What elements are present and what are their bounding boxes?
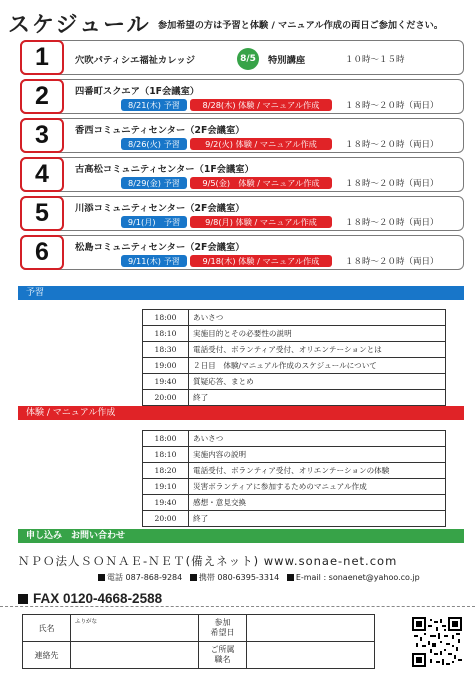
table-row xyxy=(143,326,446,342)
prep-date-badge: 8/26(火) 予習 xyxy=(121,138,187,150)
agenda-time: 19:40 xyxy=(143,374,189,390)
cut-line-divider xyxy=(0,606,475,607)
name-field[interactable] xyxy=(71,615,199,642)
exp-section-header: 体験 / マニュアル作成 xyxy=(18,406,464,420)
venue-name: 松島コミュニティセンター（2F会議室） xyxy=(75,242,245,253)
prep-agenda-table xyxy=(142,309,446,406)
qr-code-icon xyxy=(412,617,462,667)
contact-line xyxy=(98,572,420,583)
date-badge: 8/5 xyxy=(237,48,259,70)
page-title: スケジュール xyxy=(8,13,151,38)
table-row xyxy=(143,431,446,447)
table-row xyxy=(143,374,446,390)
bullet-square-icon xyxy=(18,594,28,604)
wish-date-field[interactable] xyxy=(247,615,375,642)
exp-agenda-table xyxy=(142,430,446,527)
table-row xyxy=(143,358,446,374)
agenda-time: 19:00 xyxy=(143,358,189,374)
agenda-time: 18:10 xyxy=(143,326,189,342)
schedule-number: 2 xyxy=(20,79,64,114)
wish-date-label: 参加 希望日 xyxy=(199,615,247,642)
agenda-time: 18:10 xyxy=(143,447,189,463)
bullet-square-icon xyxy=(287,574,294,581)
agenda-time: 18:00 xyxy=(143,431,189,447)
affiliation-field[interactable] xyxy=(247,642,375,669)
agenda-desc: あいさつ xyxy=(189,431,446,447)
schedule-number: 4 xyxy=(20,157,64,192)
affiliation-label: ご所属 職名 xyxy=(199,642,247,669)
apply-section-header: 申し込み お問い合わせ xyxy=(18,529,464,543)
contact-field[interactable] xyxy=(71,642,199,669)
time-range: １８時〜２０時（両日） xyxy=(345,140,439,150)
venue-name: 川添コミュニティセンター（2F会議室） xyxy=(75,203,245,214)
schedule-number: 3 xyxy=(20,118,64,153)
venue-name: 古高松コミュニティセンター（1F会議室） xyxy=(75,164,254,175)
phone-number: 電話 087-868-9284 xyxy=(107,573,183,582)
application-form xyxy=(22,614,375,669)
agenda-desc: 電話受付、ボランティア受付、オリエンテーションの体験 xyxy=(189,463,446,479)
fax-number: FAX 0120-4668-2588 xyxy=(33,591,163,606)
table-row xyxy=(143,511,446,527)
time-range: １８時〜２０時（両日） xyxy=(345,218,439,228)
prep-date-badge: 9/11(木) 予習 xyxy=(121,255,187,267)
schedule-row-6 xyxy=(20,235,464,270)
agenda-desc: 電話受付、ボランティア受付、オリエンテーションとは xyxy=(189,342,446,358)
agenda-time: 18:20 xyxy=(143,463,189,479)
table-row xyxy=(143,463,446,479)
exp-date-badge: 8/28(木) 体験 / マニュアル作成 xyxy=(190,99,332,111)
special-lecture-label: 特別講座 xyxy=(268,55,306,66)
table-row xyxy=(143,310,446,326)
table-row xyxy=(143,495,446,511)
email-address: E-mail : sonaenet@yahoo.co.jp xyxy=(295,573,420,582)
agenda-desc: 終了 xyxy=(189,511,446,527)
table-row xyxy=(143,479,446,495)
time-range: １８時〜２０時（両日） xyxy=(345,101,439,111)
schedule-number: 5 xyxy=(20,196,64,231)
schedule-row-3 xyxy=(20,118,464,153)
agenda-desc: あいさつ xyxy=(189,310,446,326)
agenda-desc: 質疑応答、まとめ xyxy=(189,374,446,390)
furigana-label: ふりがな xyxy=(75,619,98,625)
schedule-row-4 xyxy=(20,157,464,192)
table-row xyxy=(143,342,446,358)
time-range: １８時〜２０時（両日） xyxy=(345,179,439,189)
exp-date-badge: 9/5(金) 体験 / マニュアル作成 xyxy=(190,177,332,189)
agenda-time: 18:00 xyxy=(143,310,189,326)
agenda-desc: 終了 xyxy=(189,390,446,406)
agenda-desc: ２日目 体験/マニュアル作成のスケジュールについて xyxy=(189,358,446,374)
prep-date-badge: 8/21(木) 予習 xyxy=(121,99,187,111)
agenda-time: 20:00 xyxy=(143,390,189,406)
agenda-desc: 実施内容の説明 xyxy=(189,447,446,463)
prep-date-badge: 8/29(金) 予習 xyxy=(121,177,187,189)
organization-name: ＮＰＯ法人ＳＯＮＡＥ-ＮＥＴ(備えネット) www.sonae-net.com xyxy=(18,554,398,568)
exp-date-badge: 9/8(月) 体験 / マニュアル作成 xyxy=(190,216,332,228)
bullet-square-icon xyxy=(98,574,105,581)
table-row xyxy=(143,390,446,406)
contact-label: 連絡先 xyxy=(23,642,71,669)
agenda-time: 19:40 xyxy=(143,495,189,511)
table-row xyxy=(143,447,446,463)
exp-date-badge: 9/18(木) 体験 / マニュアル作成 xyxy=(190,255,332,267)
agenda-desc: 実施目的とその必要性の説明 xyxy=(189,326,446,342)
name-label: 氏名 xyxy=(23,615,71,642)
time-range: １０時〜１５時 xyxy=(345,55,405,65)
agenda-time: 19:10 xyxy=(143,479,189,495)
prep-section-header: 予習 xyxy=(18,286,464,300)
schedule-number: 1 xyxy=(20,40,64,75)
bullet-square-icon xyxy=(190,574,197,581)
agenda-desc: 感想・意見交換 xyxy=(189,495,446,511)
venue-name: 四番町スクエア（1F会議室） xyxy=(75,86,200,97)
schedule-row-5 xyxy=(20,196,464,231)
time-range: １８時〜２０時（両日） xyxy=(345,257,439,267)
venue-name: 香西コミュニティセンター（2F会議室） xyxy=(75,125,245,136)
schedule-number: 6 xyxy=(20,235,64,270)
fax-line xyxy=(18,591,162,606)
schedule-row-1 xyxy=(20,40,464,75)
prep-date-badge: 9/1(月) 予習 xyxy=(121,216,187,228)
agenda-time: 18:30 xyxy=(143,342,189,358)
schedule-row-2 xyxy=(20,79,464,114)
page-subtitle: 参加希望の方は予習と体験 / マニュアル作成の両日ご参加ください。 xyxy=(158,20,444,31)
agenda-desc: 災害ボランティアに参加するためのマニュアル作成 xyxy=(189,479,446,495)
venue-name: 穴吹パティシエ福祉カレッジ xyxy=(75,55,196,66)
mobile-number: 携帯 080-6395-3314 xyxy=(198,573,280,582)
agenda-time: 20:00 xyxy=(143,511,189,527)
exp-date-badge: 9/2(火) 体験 / マニュアル作成 xyxy=(190,138,332,150)
header xyxy=(8,8,470,36)
